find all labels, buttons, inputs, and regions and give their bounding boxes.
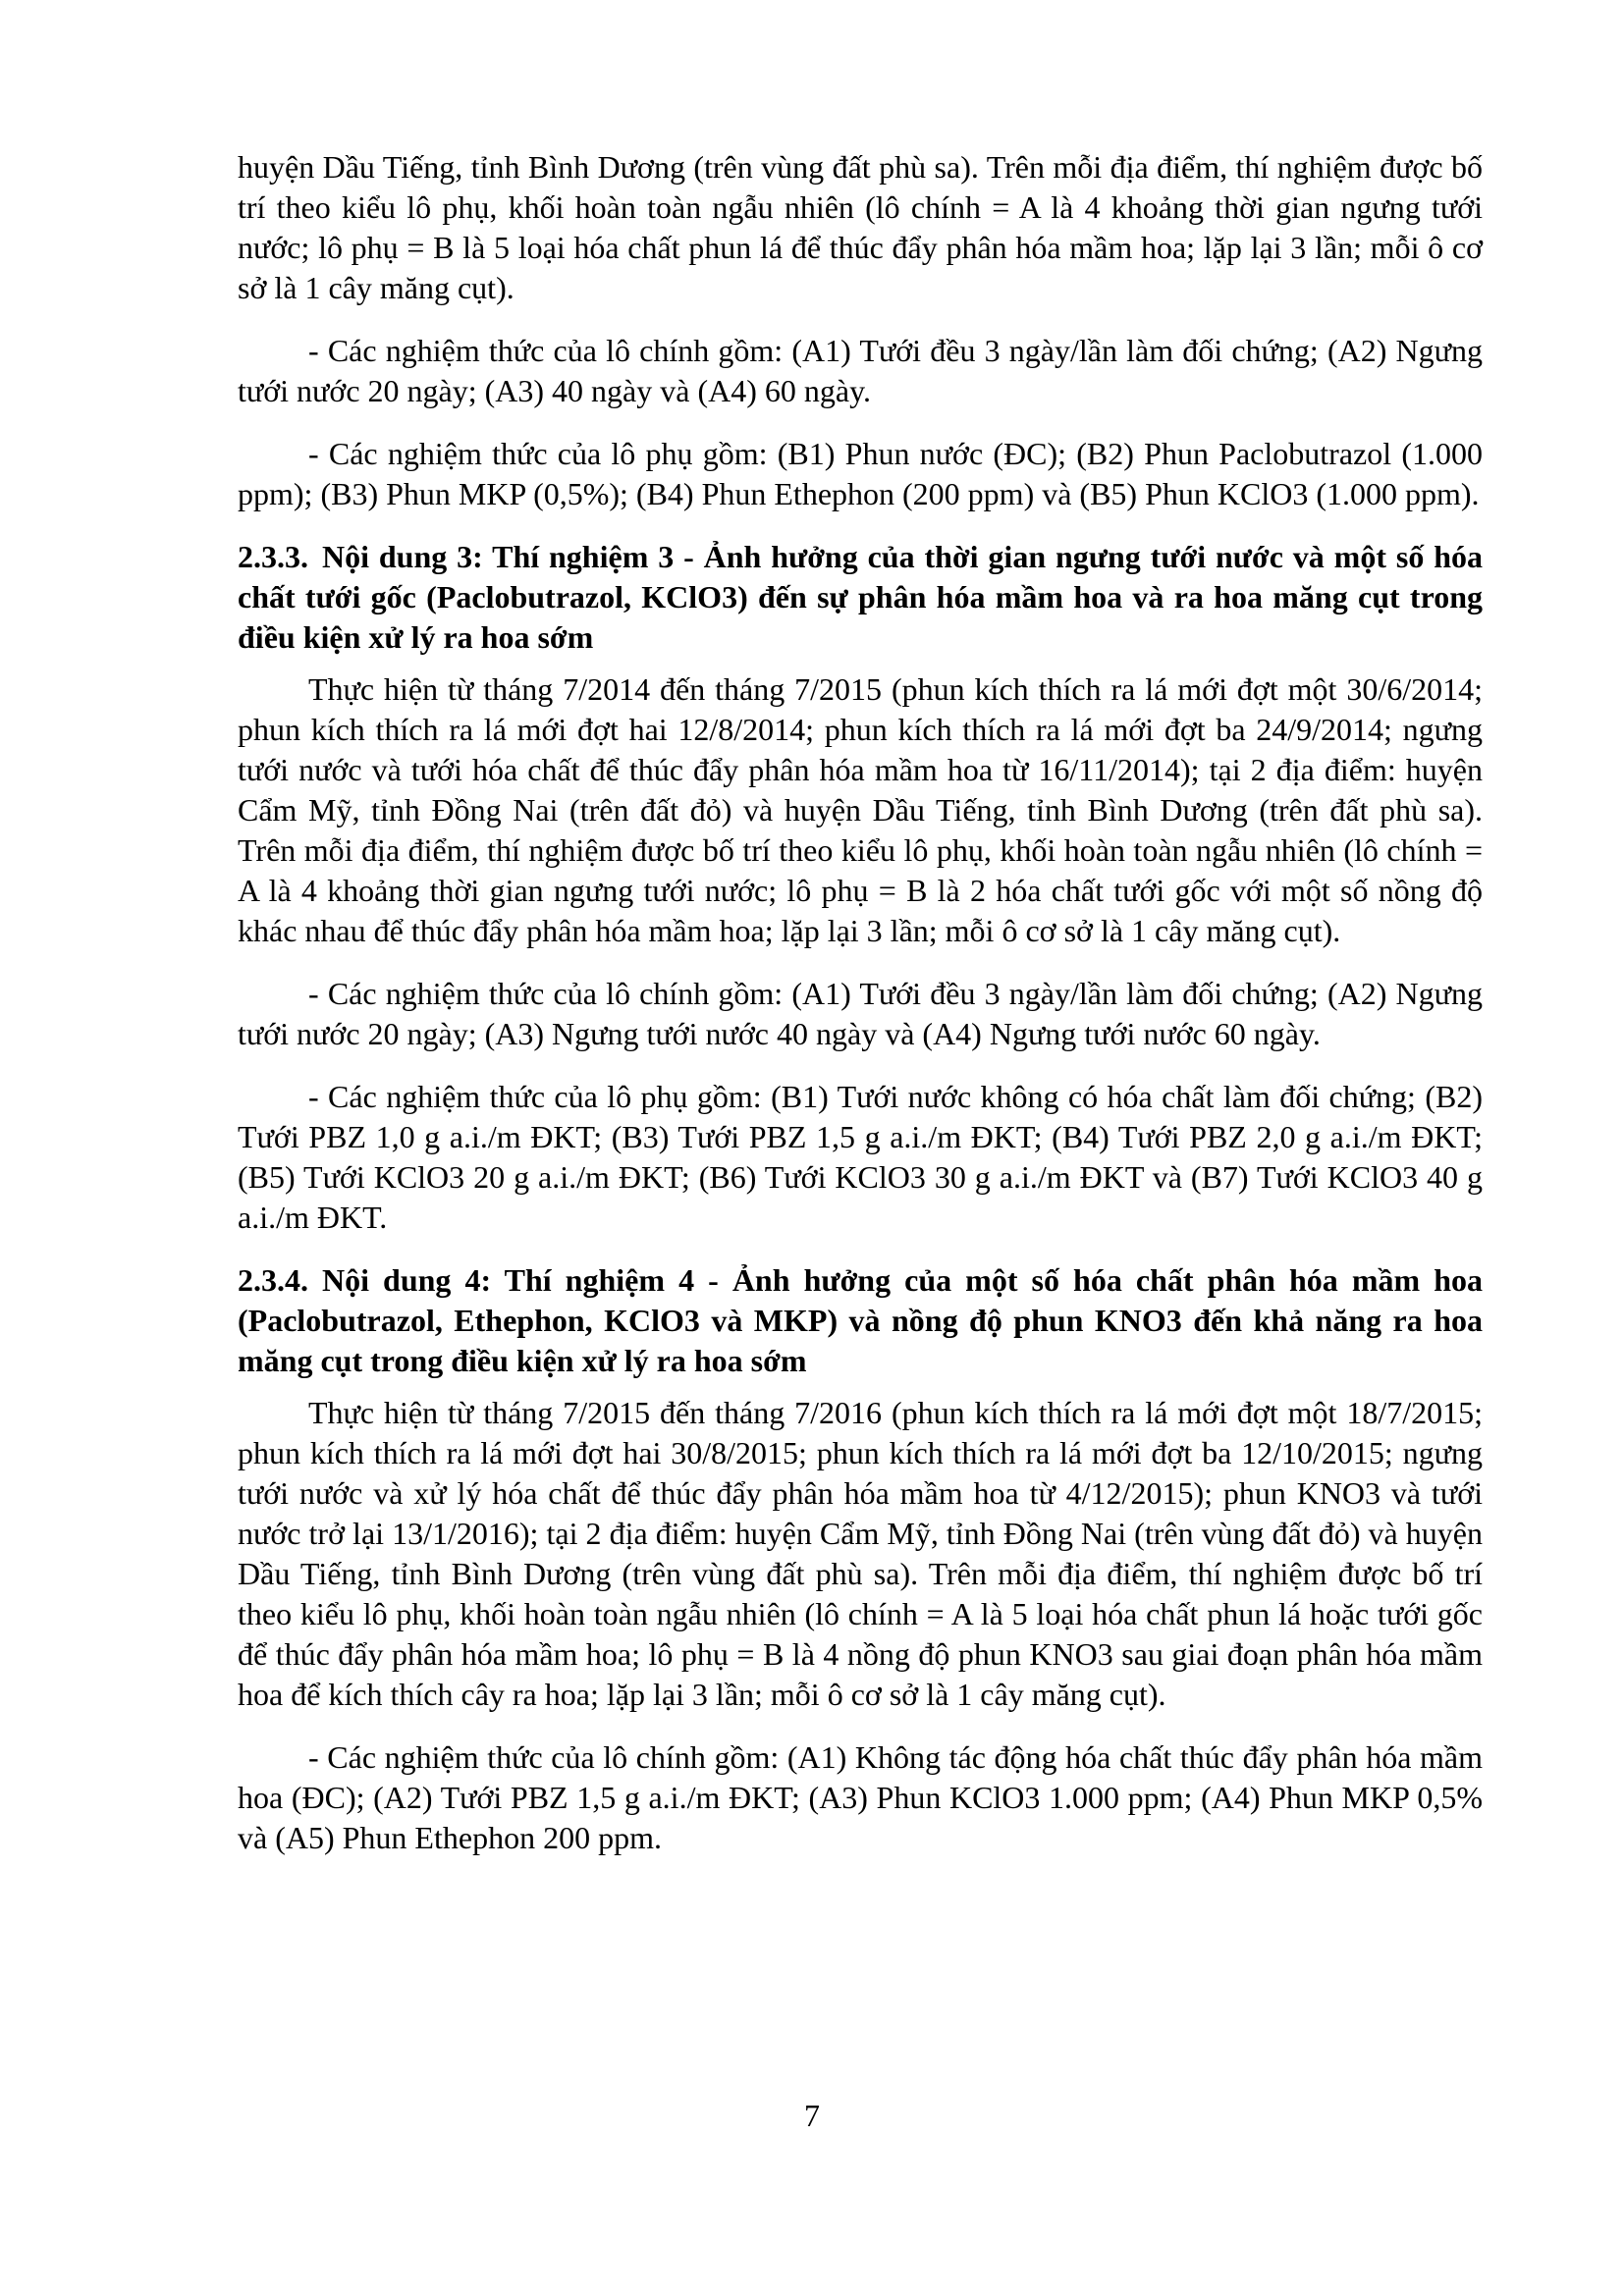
section-title: Nội dung 3: Thí nghiệm 3 - Ảnh hưởng của thời gian ngưng tưới nước và một số hóa chất tưới gốc (Paclobutrazol, KClO3) đến sự phân hóa mầm hoa và ra hoa măng cụt trong điều kiện xử lý ra hoa sớm: [238, 539, 1483, 655]
paragraph-site-continuation: huyện Dầu Tiếng, tỉnh Bình Dương (trên vùng đất phù sa). Trên mỗi địa điểm, thí nghiệm được bố trí theo kiểu lô phụ, khối hoàn toàn ngẫu nhiên (lô chính = A là 4 khoảng thời gian ngưng tưới nước; lô phụ = B là 5 loại hóa chất phun lá để thúc đẩy phân hóa mầm hoa; lặp lại 3 lần; mỗi ô cơ sở là 1 cây măng cụt).: [238, 149, 1483, 305]
section-title: Nội dung 4: Thí nghiệm 4 - Ảnh hưởng của một số hóa chất phân hóa mầm hoa (Paclobutrazol, Ethephon, KClO3 và MKP) và nồng độ phun KNO3 đến khả năng ra hoa măng cụt trong điều kiện xử lý ra hoa sớm: [238, 1262, 1483, 1378]
section-heading-2-3-4: [238, 1260, 1483, 1381]
section-number: 2.3.4.: [238, 1262, 308, 1298]
paragraph-main-plot-treatments: - Các nghiệm thức của lô chính gồm: (A1) Tưới đều 3 ngày/lần làm đối chứng; (A2) Ngưng tưới nước 20 ngày; (A3) 40 ngày và (A4) 60 ngày.: [238, 333, 1483, 408]
paragraph-experiment-3-description: Thực hiện từ tháng 7/2014 đến tháng 7/2015 (phun kích thích ra lá mới đợt một 30/6/2014; phun kích thích ra lá mới đợt hai 12/8/2014; phun kích thích ra lá mới đợt ba 24/9/2014; ngưng tưới nước và tưới hóa chất để thúc đẩy phân hóa mầm hoa từ 16/11/2014); tại 2 địa điểm: huyện Cẩm Mỹ, tỉnh Đồng Nai (trên đất đỏ) và huyện Dầu Tiếng, tỉnh Bình Dương (trên đất phù sa). Trên mỗi địa điểm, thí nghiệm được bố trí theo kiểu lô phụ, khối hoàn toàn ngẫu nhiên (lô chính = A là 4 khoảng thời gian ngưng tưới nước; lô phụ = B là 2 hóa chất tưới gốc với một số nồng độ khác nhau để thúc đẩy phân hóa mầm hoa; lặp lại 3 lần; mỗi ô cơ sở là 1 cây măng cụt).: [238, 671, 1483, 948]
page-number: 7: [804, 2098, 820, 2133]
paragraph-experiment-3-main-plot: - Các nghiệm thức của lô chính gồm: (A1) Tưới đều 3 ngày/lần làm đối chứng; (A2) Ngưng tưới nước 20 ngày; (A3) Ngưng tưới nước 40 ngày và (A4) Ngưng tưới nước 60 ngày.: [238, 976, 1483, 1051]
paragraph-experiment-3-sub-plot: - Các nghiệm thức của lô phụ gồm: (B1) Tưới nước không có hóa chất làm đối chứng; (B2) Tưới PBZ 1,0 g a.i./m ĐKT; (B3) Tưới PBZ 1,5 g a.i./m ĐKT; (B4) Tưới PBZ 2,0 g a.i./m ĐKT; (B5) Tưới KClO3 20 g a.i./m ĐKT; (B6) Tưới KClO3 30 g a.i./m ĐKT và (B7) Tưới KClO3 40 g a.i./m ĐKT.: [238, 1079, 1483, 1235]
paragraph-sub-plot-treatments: - Các nghiệm thức của lô phụ gồm: (B1) Phun nước (ĐC); (B2) Phun Paclobutrazol (1.000 ppm); (B3) Phun MKP (0,5%); (B4) Phun Ethephon (200 ppm) và (B5) Phun KClO3 (1.000 ppm).: [238, 436, 1483, 511]
paragraph-experiment-4-description: Thực hiện từ tháng 7/2015 đến tháng 7/2016 (phun kích thích ra lá mới đợt một 18/7/2015; phun kích thích ra lá mới đợt hai 30/8/2015; phun kích thích ra lá mới đợt ba 12/10/2015; ngưng tưới nước và xử lý hóa chất để thúc đẩy phân hóa mầm hoa từ 4/12/2015); phun KNO3 và tưới nước trở lại 13/1/2016); tại 2 địa điểm: huyện Cẩm Mỹ, tỉnh Đồng Nai (trên vùng đất đỏ) và huyện Dầu Tiếng, tỉnh Bình Dương (trên vùng đất phù sa). Trên mỗi địa điểm, thí nghiệm được bố trí theo kiểu lô phụ, khối hoàn toàn ngẫu nhiên (lô chính = A là 5 loại hóa chất phun lá hoặc tưới gốc để thúc đẩy phân hóa mầm hoa; lô phụ = B là 4 nồng độ phun KNO3 sau giai đoạn phân hóa mầm hoa để kích thích cây ra hoa; lặp lại 3 lần; mỗi ô cơ sở là 1 cây măng cụt).: [238, 1395, 1483, 1712]
section-number: 2.3.3.: [238, 539, 308, 574]
paragraph-experiment-4-main-plot: - Các nghiệm thức của lô chính gồm: (A1) Không tác động hóa chất thúc đẩy phân hóa mầm hoa (ĐC); (A2) Tưới PBZ 1,5 g a.i./m ĐKT; (A3) Phun KClO3 1.000 ppm; (A4) Phun MKP 0,5% và (A5) Phun Ethephon 200 ppm.: [238, 1739, 1483, 1855]
section-heading-2-3-3: [238, 537, 1483, 658]
page-body: [238, 147, 1483, 1881]
